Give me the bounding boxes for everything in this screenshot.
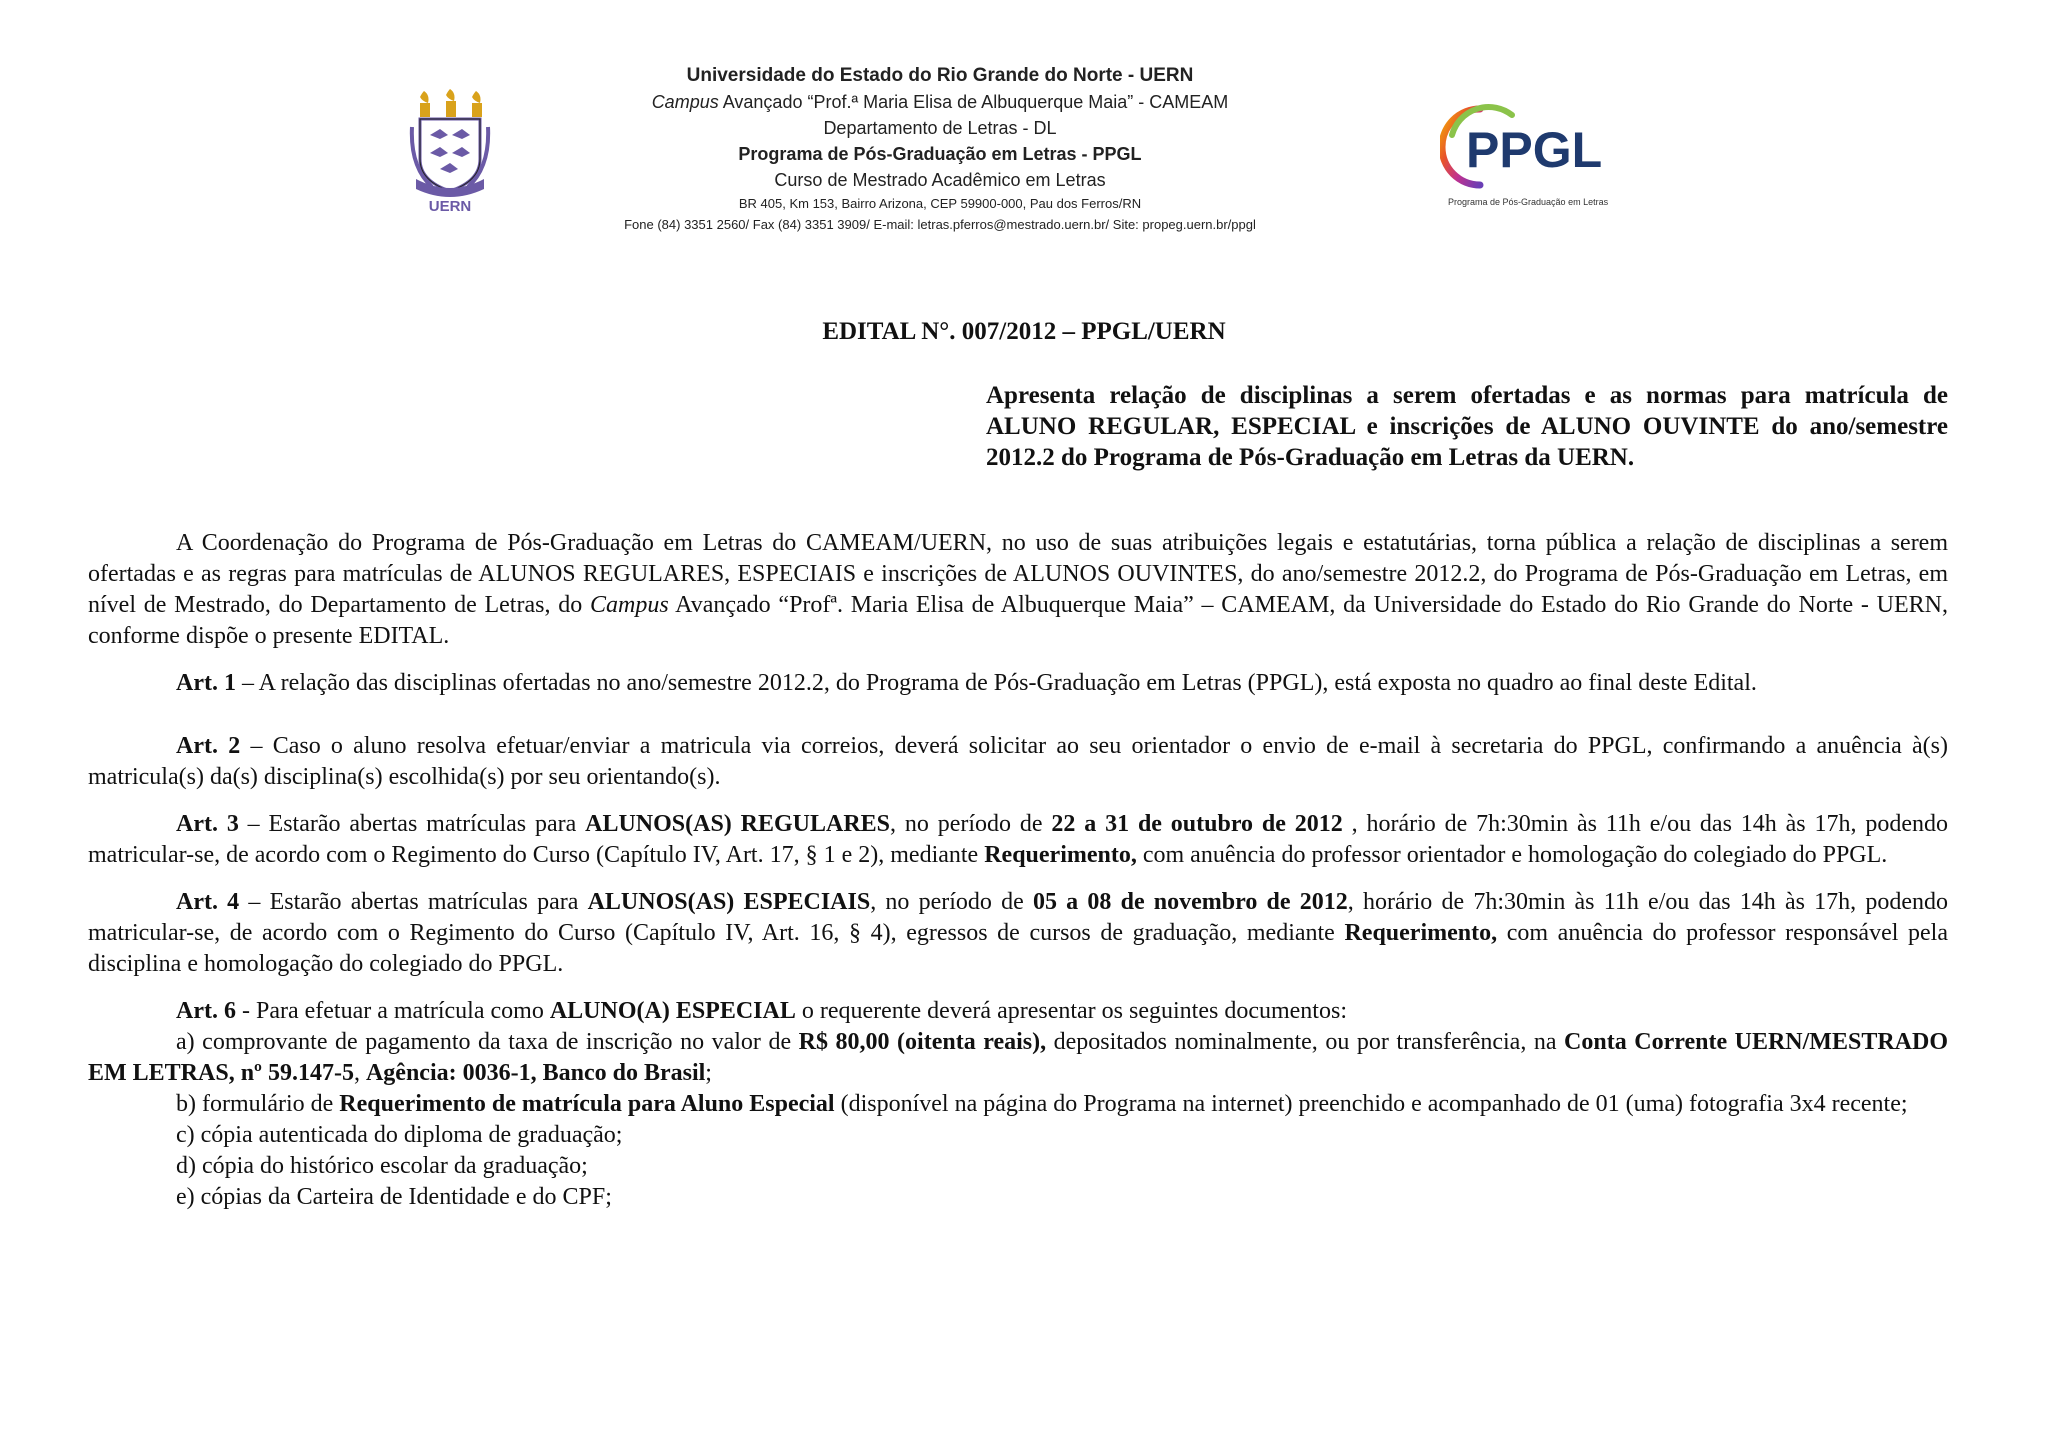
article-6: Art. 6 - Para efetuar a matrícula como ALUNO(A) ESPECIAL o requerente deverá apresentar os seguintes documentos: [176,998,1347,1024]
ppgl-logo-text: PPGL [1466,122,1603,178]
ppgl-logo-subtitle: Programa de Pós-Graduação em Letras [1448,197,1609,207]
article-4-label: Art. 4 [176,889,240,915]
letterhead [0,55,2048,235]
department-name: Departamento de Letras - DL [823,118,1057,138]
edital-body [88,528,1948,1213]
uern-logo-text: UERN [428,198,472,215]
edital-abstract: Apresenta relação de disciplinas a serem ofertadas e as normas para matrícula de ALUNO REGULAR, ESPECIAL e inscrições de ALUNO OUVINTE do ano/semestre 2012.2 do Programa de Pós-Graduação em Letras da UERN. [986,382,1948,471]
article-3-label: Art. 3 [176,811,239,837]
article-1: Art. 1 – A relação das disciplinas ofertadas no ano/semestre 2012.2, do Programa de Pós-Graduação em Letras (PPGL), está exposta no quadro ao final deste Edital. [176,670,1757,696]
list-item-b: b) formulário de Requerimento de matrícula para Aluno Especial (disponível na página do Programa na internet) preenchido e acompanhado de 01 (uma) fotografia 3x4 recente; [176,1091,1908,1117]
article-2: Art. 2 – Caso o aluno resolva efetuar/enviar a matricula via correios, deverá solicitar ao seu orientador o envio de e-mail à secretaria do PPGL, confirmando a anuência à(s) matricula(s) da(s) disciplina(s) escolhida(s) por seu orientando(s). [88,733,1948,790]
intro-paragraph: A Coordenação do Programa de Pós-Graduação em Letras do CAMEAM/UERN, no uso de suas atribuições legais e estatutárias, torna pública a relação de disciplinas a serem ofertadas e as regras para matrículas de ALUNOS REGULARES, ESPECIAIS e inscrições de ALUNOS OUVINTES, do ano/semestre 2012.2, do Programa de Pós-Graduação em Letras, em nível de Mestrado, do Departamento de Letras, do Campus Avançado “Profª. Maria Elisa de Albuquerque Maia” – CAMEAM, da Universidade do Estado do Rio Grande do Norte - UERN, conforme dispõe o presente EDITAL. [88,530,1949,649]
list-item-a: a) comprovante de pagamento da taxa de inscrição no valor de R$ 80,00 (oitenta reais), depositados nominalmente, ou por transferência, na Conta Corrente UERN/MESTRADO EM LETRAS, nº 59.147-5, Agência: 0036-1, Banco do Brasil; [88,1029,1948,1086]
edital-title: EDITAL N°. 007/2012 – PPGL/UERN [822,318,1226,345]
article-4: Art. 4 – Estarão abertas matrículas para ALUNOS(AS) ESPECIAIS, no período de 05 a 08 de novembro de 2012, horário de 7h:30min às 11h e/ou das 14h às 17h, podendo matricular-se, de acordo com o Regimento do Curso (Capítulo IV, Art. 16, § 4), egressos de cursos de graduação, mediante Requerimento, com anuência do professor responsável pela disciplina e homologação do colegiado do PPGL. [88,889,1949,977]
contact-info: Fone (84) 3351 2560/ Fax (84) 3351 3909/ E-mail: letras.pferros@mestrado.uern.br/ Site: propeg.uern.br/ppgl [624,217,1256,232]
article-3: Art. 3 – Estarão abertas matrículas para ALUNOS(AS) REGULARES, no período de 22 a 31 de outubro de 2012 , horário de 7h:30min às 11h e/ou das 14h às 17h, podendo matricular-se, de acordo com o Regimento do Curso (Capítulo IV, Art. 17, § 1 e 2), mediante Requerimento, com anuência do professor orientador e homologação do colegiado do PPGL. [88,811,1948,868]
list-item-c: c) cópia autenticada do diploma de graduação; [176,1122,623,1148]
address: BR 405, Km 153, Bairro Arizona, CEP 59900-000, Pau dos Ferros/RN [738,196,1142,211]
course-name: Curso de Mestrado Acadêmico em Letras [774,170,1106,190]
ppgl-logo [1440,95,1630,215]
article-2-label: Art. 2 [176,733,241,759]
institution-header [520,63,1360,235]
list-item-d: d) cópia do histórico escolar da graduação; [176,1153,588,1179]
list-item-e: e) cópias da Carteira de Identidade e do CPF; [176,1184,612,1210]
program-name: Programa de Pós-Graduação em Letras - PPGL [738,144,1142,164]
campus-name: Campus Avançado “Prof.ª Maria Elisa de Albuquerque Maia” - CAMEAM [651,92,1229,112]
article-6-label: Art. 6 [176,998,236,1024]
university-name: Universidade do Estado do Rio Grande do Norte - UERN [686,65,1194,86]
article-1-label: Art. 1 [176,670,236,696]
uern-crest-logo [408,87,492,217]
